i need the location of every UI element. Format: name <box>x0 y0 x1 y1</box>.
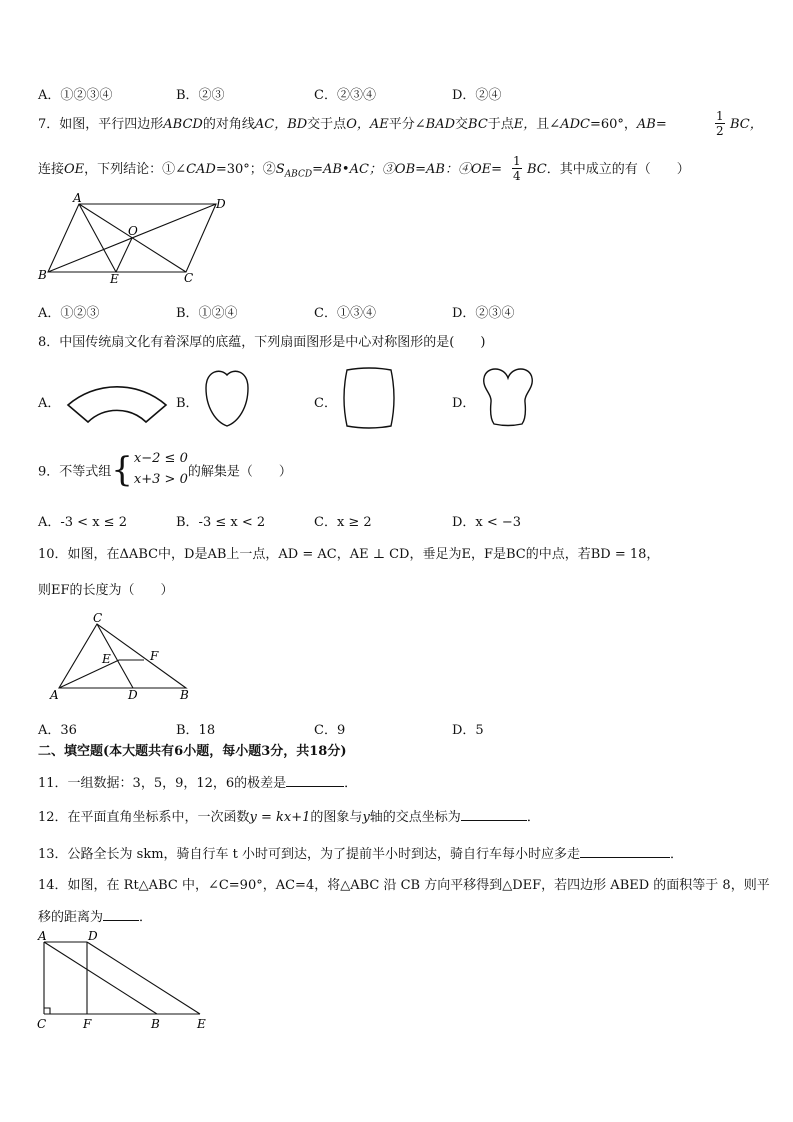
q12-function: y = kx+1 <box>249 810 311 825</box>
q14-answer-blank[interactable] <box>103 908 139 921</box>
q7-text: BC <box>468 117 488 132</box>
q12-text: 12．在平面直角坐标系中，一次函数 <box>38 810 250 825</box>
q7-choice-a[interactable]: A．①②③ <box>38 306 100 321</box>
q7-parallelogram-figure <box>30 192 240 284</box>
point-label-c: C <box>93 611 103 625</box>
q9-choice-a[interactable]: A．-3 < x ≤ 2 <box>38 515 127 530</box>
q9-choice-c[interactable]: C．x ≥ 2 <box>314 515 372 530</box>
inequality-1: x−2 ≤ 0 <box>133 451 188 466</box>
q10-choice-b[interactable]: B．18 <box>176 723 216 738</box>
point-label-e: E <box>197 1017 206 1031</box>
segment-ae <box>79 204 116 272</box>
q7-text: BAD <box>425 117 456 132</box>
q8-stem: 8．中国传统扇文化有着深厚的底蕴，下列扇面图形是中心对称图形的是( ) <box>38 335 486 350</box>
fraction-numerator: 1 <box>513 154 521 168</box>
fan-shape-a[interactable] <box>62 364 172 426</box>
point-label-a: A <box>73 192 82 205</box>
point-label-a: A <box>38 929 47 943</box>
q7-text: ，下列结论：①∠ <box>84 162 187 177</box>
q9-choice-b[interactable]: B．-3 ≤ x < 2 <box>176 515 266 530</box>
q10-choices <box>38 719 758 737</box>
q13 <box>38 845 683 861</box>
round-fan-outline <box>206 371 248 426</box>
point-label-f: F <box>83 1017 92 1031</box>
q7-choices <box>38 302 758 320</box>
fraction-denominator: 2 <box>716 124 724 138</box>
q7-stem-line2-end <box>527 163 690 176</box>
point-label-c: C <box>184 271 194 284</box>
q7-text: 7．如图，平行四边形 <box>38 117 164 132</box>
q7-text: ABCD <box>163 117 203 132</box>
q7-text: O，AE <box>346 117 389 132</box>
q7-text: 的对角线 <box>202 117 255 132</box>
fan-shape-b[interactable] <box>202 366 252 430</box>
q6-choice-a[interactable]: A．①②③④ <box>38 88 113 103</box>
q12-text: 的图象与 <box>310 810 363 825</box>
fraction-numerator: 1 <box>716 109 724 123</box>
q13-text: ． <box>670 847 684 862</box>
q7-text: CAD <box>186 162 216 177</box>
q8-choice-b[interactable]: B． <box>176 396 199 411</box>
point-label-e: E <box>102 652 111 666</box>
q7-text: E， <box>513 117 537 132</box>
q7-text: ADC <box>560 117 590 132</box>
q7-text: ．其中成立的有（ ） <box>546 162 690 177</box>
segment-de <box>87 942 200 1014</box>
point-label-f: F <box>150 649 159 663</box>
square-fan-outline <box>344 368 394 428</box>
point-label-b: B <box>180 688 189 702</box>
q9-stem <box>38 449 292 491</box>
q14-text: ． <box>139 910 153 925</box>
inequality-system <box>134 449 188 491</box>
q10-choice-a[interactable]: A．36 <box>38 723 77 738</box>
q7-text: =60°， <box>589 117 637 132</box>
q11-answer-blank[interactable] <box>286 774 344 787</box>
q10-stem-line2: 则EF的长度为（ ） <box>38 583 174 598</box>
point-label-d: D <box>88 929 98 943</box>
q11-text: 11．一组数据：3，5，9，12，6的极差是 <box>38 776 287 791</box>
q11 <box>38 774 357 790</box>
q12 <box>38 808 540 824</box>
q6-choice-b[interactable]: B．②③ <box>176 88 225 103</box>
inequality-2: x+3 > 0 <box>133 471 188 487</box>
q7-text: 且∠ <box>536 117 561 132</box>
q14-translation-figure <box>30 926 220 1034</box>
point-label-b: B <box>151 1017 160 1031</box>
triangle-abc <box>59 624 186 688</box>
fraction-denominator: 4 <box>513 169 521 183</box>
q13-text: 13．公路全长为 skm，骑自行车 t 小时可到达，为了提前半小时到达，骑自行车每小时应多走 <box>38 847 581 862</box>
q7-text: =30°；② <box>215 162 276 177</box>
point-label-b: B <box>38 268 47 282</box>
point-label-d: D <box>128 688 138 702</box>
q7-text: BC <box>527 162 547 177</box>
q7-choice-c[interactable]: C．①③④ <box>314 306 376 321</box>
q14-stem-line1: 14．如图，在 Rt△ABC 中，∠C=90°，AC=4，将△ABC 沿 CB 方向平移得到△DEF，若四边形 ABED 的面积等于 8，则平 <box>38 878 770 893</box>
q9-text: 9．不等式组 <box>38 464 112 480</box>
q12-axis: y <box>362 810 370 825</box>
fan-shape-d[interactable] <box>476 364 540 428</box>
q14-text: 移的距离为 <box>38 910 104 925</box>
point-label-c: C <box>37 1017 47 1031</box>
system-brace: { <box>111 449 133 490</box>
q7-text: = <box>655 117 667 132</box>
point-label-d: D <box>216 197 226 211</box>
q7-text: 连接 <box>38 162 65 177</box>
q7-text: 于点 <box>487 117 514 132</box>
q14-stem-line2 <box>38 908 152 924</box>
q7-text: 交于点 <box>307 117 347 132</box>
q10-choice-c[interactable]: C．9 <box>314 723 346 738</box>
q6-choice-d[interactable]: D．②④ <box>452 88 502 103</box>
q7-text: BC， <box>730 117 763 132</box>
q6-choices <box>38 84 758 102</box>
sector-fan-outline <box>68 387 166 422</box>
q11-text: ． <box>344 776 358 791</box>
q7-text: OE <box>64 162 85 177</box>
q12-answer-blank[interactable] <box>461 808 527 821</box>
q7-choice-b[interactable]: B．①②④ <box>176 306 238 321</box>
q7-text: S <box>275 162 285 177</box>
q10-triangle-figure <box>46 610 196 704</box>
point-label-a: A <box>50 688 59 702</box>
q9-choices <box>38 511 758 529</box>
q7-fraction-quarter <box>512 155 522 182</box>
q7-stem-line2 <box>38 163 502 180</box>
q7-text: 平分∠ <box>388 117 426 132</box>
q7-choice-d[interactable]: D．②③④ <box>452 306 515 321</box>
q8-choice-c[interactable]: C． <box>314 396 337 411</box>
q10-choice-d[interactable]: D．5 <box>452 723 484 738</box>
q7-text: 交 <box>455 117 469 132</box>
q7-text: ABCD <box>284 169 313 180</box>
right-angle-mark <box>44 1008 50 1014</box>
q8-choice-a[interactable]: A． <box>38 396 61 411</box>
q10-stem-line1: 10．如图，在ΔABC中，D是AB上一点，AD = AC，AE ⊥ CD，垂足为E，F是BC的中点，若BD = 18， <box>38 547 660 562</box>
q12-text: 轴的交点坐标为 <box>369 810 461 825</box>
fan-shape-c[interactable] <box>338 366 400 430</box>
q7-text: AB <box>636 117 656 132</box>
section-title-fill-in: 二、填空题(本大题共有6小题，每小题3分，共18分) <box>38 744 347 759</box>
q7-stem-line1 <box>38 118 667 131</box>
heart-fan-outline <box>484 369 533 426</box>
q8-choice-d[interactable]: D． <box>452 396 476 411</box>
q12-text: ． <box>526 810 540 825</box>
q7-text: AC，BD <box>254 117 308 132</box>
q13-answer-blank[interactable] <box>580 845 670 858</box>
q6-choice-c[interactable]: C．②③④ <box>314 88 376 103</box>
point-label-o: O <box>128 224 138 238</box>
q9-choice-d[interactable]: D．x < −3 <box>452 515 522 530</box>
q7-fraction-half <box>715 110 725 137</box>
segment-ab <box>44 942 157 1014</box>
q7-text: =AB•AC；③OB=AB：④OE= <box>312 162 503 177</box>
q9-text: 的解集是（ ） <box>187 464 292 480</box>
point-label-e: E <box>110 272 119 284</box>
